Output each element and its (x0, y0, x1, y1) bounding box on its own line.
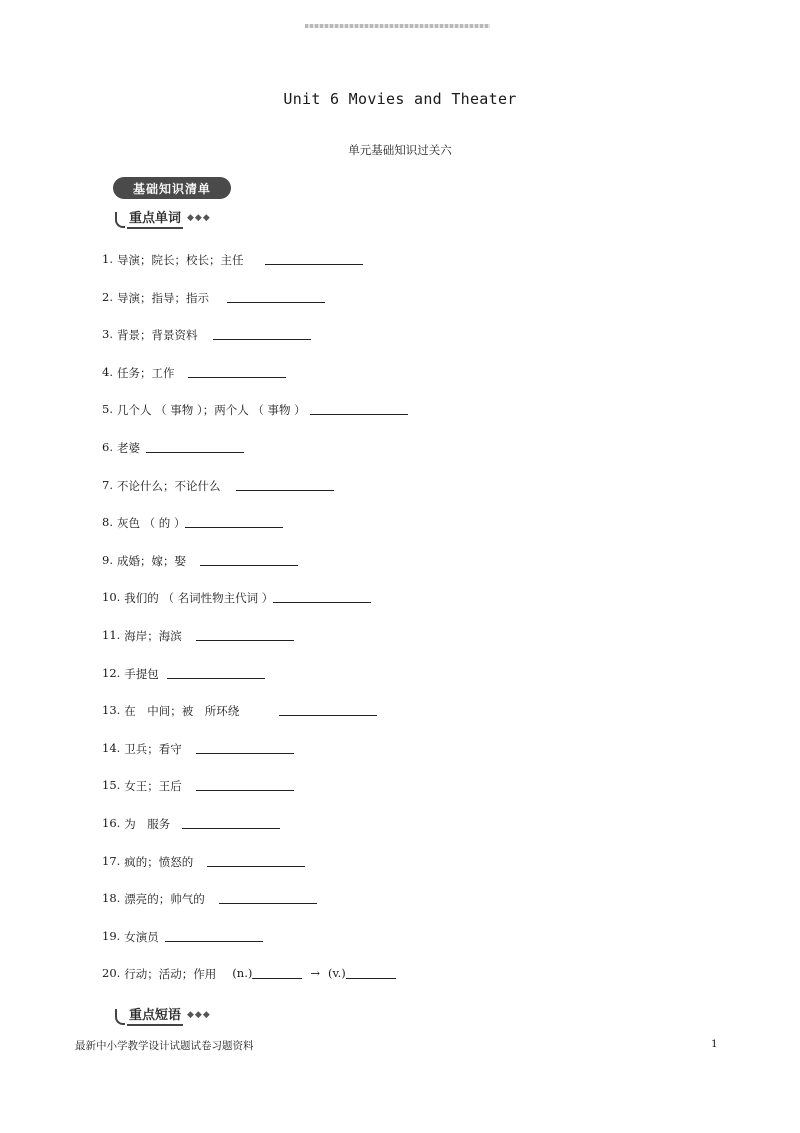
section-tag-label: 重点单词 (127, 207, 183, 229)
answer-blank[interactable] (310, 402, 408, 415)
diamond-icons: ◆◆◆ (187, 213, 211, 223)
swoosh-icon (115, 212, 125, 228)
page-title: Unit 6 Movies and Theater (283, 90, 517, 108)
arrow-icon: → (310, 966, 320, 981)
answer-blank[interactable] (196, 628, 294, 641)
noun-label: (n.) (232, 966, 253, 981)
diamond-icons: ◆◆◆ (187, 1010, 211, 1020)
list-item: 16. 为 服务 (102, 816, 408, 854)
answer-blank[interactable] (219, 891, 317, 904)
list-item: 2. 导演；指导；指示 (102, 290, 408, 328)
answer-blank[interactable] (200, 553, 298, 566)
section-tag-key-phrases (115, 1003, 211, 1027)
list-item: 8. 灰色 （ 的 ） (102, 515, 408, 553)
list-item: 13. 在 中间；被 所环绕 (102, 703, 408, 741)
page-number: 1 (711, 1038, 718, 1050)
list-item: 18. 漂亮的；帅气的 (102, 891, 408, 929)
list-item: 19. 女演员 (102, 929, 408, 967)
list-item: 6. 老婆 (102, 440, 408, 478)
answer-blank[interactable] (165, 929, 263, 942)
answer-blank[interactable] (207, 854, 305, 867)
list-item: 12. 手提包 (102, 666, 408, 704)
list-item: 11. 海岸；海滨 (102, 628, 408, 666)
page-subtitle: 单元基础知识过关六 (348, 143, 452, 157)
header-noise (305, 24, 490, 28)
answer-blank[interactable] (213, 327, 311, 340)
section-tag-label: 重点短语 (127, 1004, 183, 1026)
answer-blank-verb[interactable] (346, 966, 396, 979)
section-tag-key-words (115, 206, 211, 230)
answer-blank[interactable] (182, 816, 280, 829)
vocab-list (102, 252, 408, 1004)
list-item: 5. 几个人 （ 事物 ）；两个人 （ 事物 ） (102, 402, 408, 440)
list-item: 3. 背景；背景资料 (102, 327, 408, 365)
answer-blank[interactable] (227, 290, 325, 303)
list-item: 1. 导演；院长；校长；主任 (102, 252, 408, 290)
answer-blank[interactable] (236, 478, 334, 491)
answer-blank[interactable] (196, 741, 294, 754)
answer-blank[interactable] (185, 515, 283, 528)
list-item: 7. 不论什么；不论什么 (102, 478, 408, 516)
answer-blank[interactable] (196, 778, 294, 791)
answer-blank[interactable] (279, 703, 377, 716)
list-item: 17. 疯的；愤怒的 (102, 854, 408, 892)
verb-label: (v.) (327, 966, 346, 981)
answer-blank[interactable] (188, 365, 286, 378)
answer-blank[interactable] (273, 590, 371, 603)
answer-blank[interactable] (265, 252, 363, 265)
answer-blank[interactable] (167, 666, 265, 679)
section-badge-basics: 基础知识清单 (113, 177, 231, 199)
answer-blank-noun[interactable] (252, 966, 302, 979)
list-item: 10. 我们的 （ 名词性物主代词 ） (102, 590, 408, 628)
swoosh-icon (115, 1009, 125, 1025)
list-item: 15. 女王；王后 (102, 778, 408, 816)
list-item: 14. 卫兵；看守 (102, 741, 408, 779)
answer-blank[interactable] (146, 440, 244, 453)
list-item: 9. 成婚；嫁；娶 (102, 553, 408, 591)
list-item: 20. 行动；活动；作用 (n.) → (v.) (102, 966, 408, 1004)
list-item: 4. 任务；工作 (102, 365, 408, 403)
footer-text: 最新中小学教学设计试题试卷习题资料 (75, 1040, 254, 1052)
